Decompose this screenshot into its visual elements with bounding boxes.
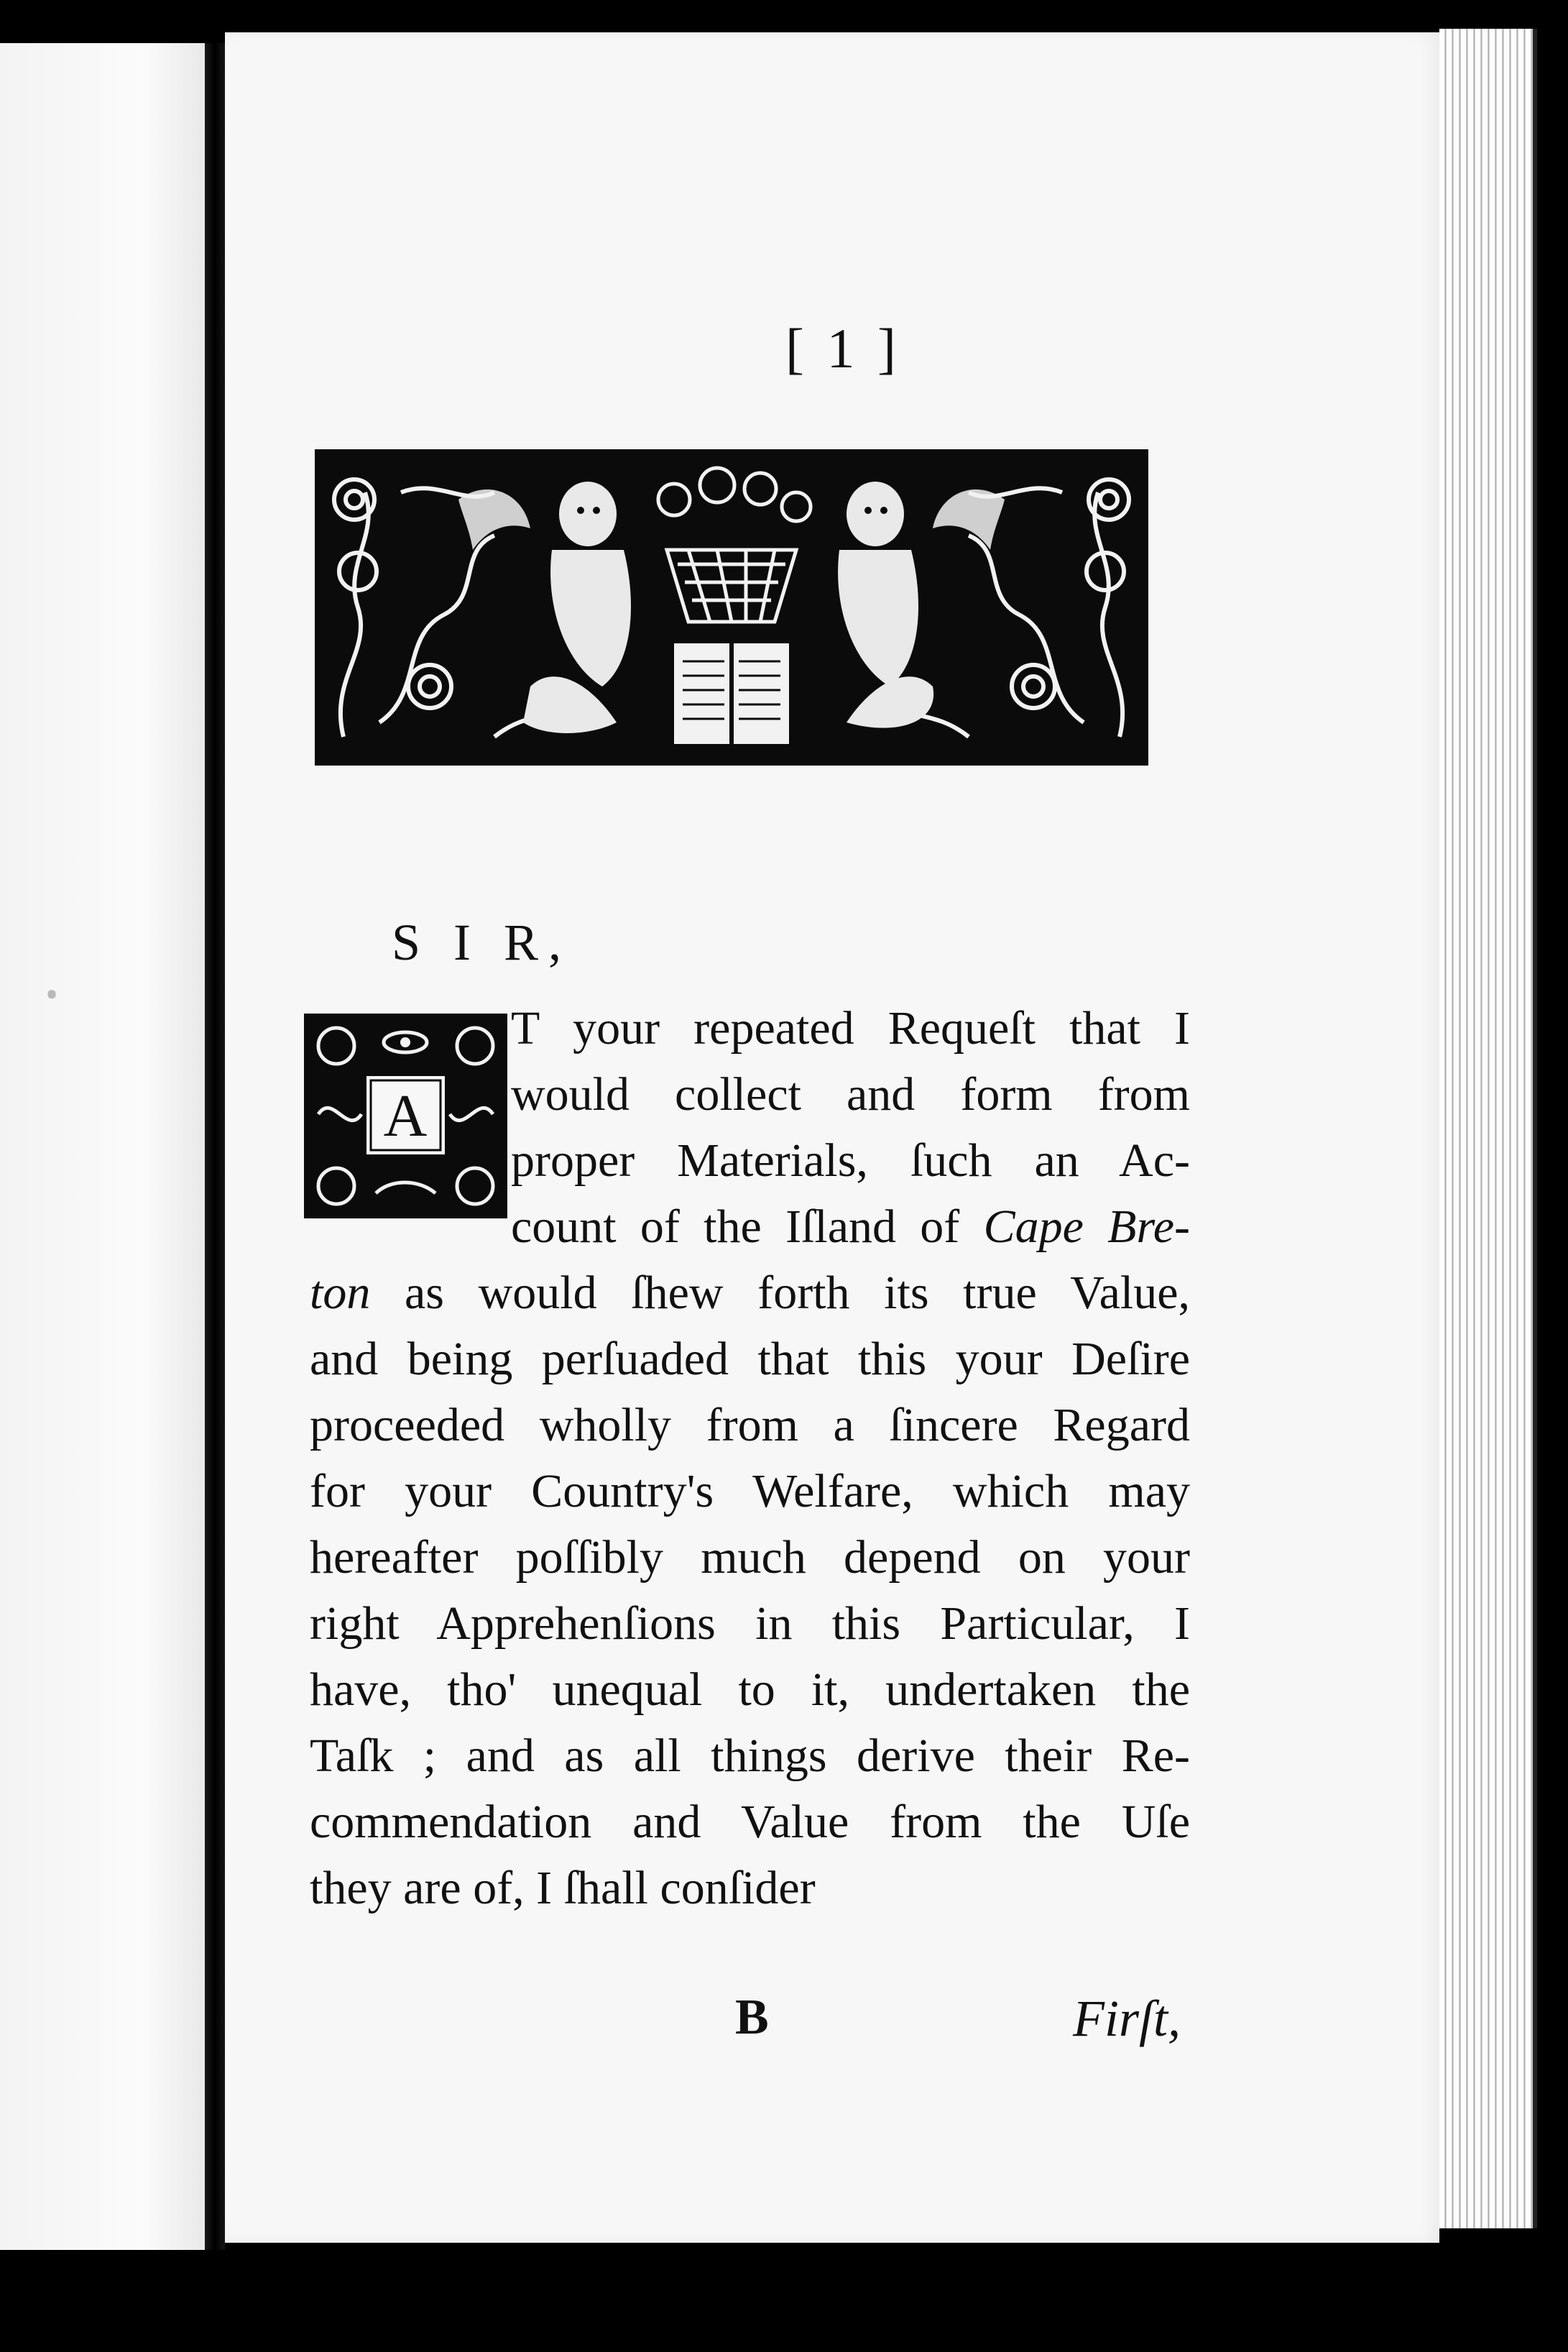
text-line-6: and being perſuaded that this your Deſire (310, 1333, 1190, 1385)
text-line-5 (310, 1260, 1190, 1326)
text-line-9: hereafter poſſibly much depend on your (310, 1531, 1190, 1584)
book-gutter (205, 43, 225, 2250)
text-line-7: proceeded wholly from a ſincere Regard (310, 1399, 1190, 1451)
text-line-3: proper Materials, ſuch an Ac- (511, 1134, 1190, 1187)
text-line-8: for your Country's Welfare, which may (310, 1465, 1190, 1517)
text-line-10: right Apprehenſions in this Particular, I (310, 1597, 1190, 1650)
facing-page-bleed-mark: ⸱ (43, 957, 61, 1033)
text-line-1: T your repeated Requeſt that I (511, 1002, 1190, 1055)
text-line-14: they are of, I ſhall conſider (310, 1862, 816, 1914)
place-name-cape-breton: Cape Bre- (983, 1200, 1190, 1253)
text-line-2: would collect and form from (511, 1068, 1190, 1121)
catchword: Firſt, (1073, 1990, 1181, 2047)
book-page (225, 32, 1439, 2243)
place-name-continued: ton (310, 1267, 371, 1319)
signature-mark: B (735, 1990, 769, 2045)
body-text (310, 996, 1190, 1921)
text-line-5-roman: as would ſhew forth its true Value, (405, 1267, 1190, 1319)
page-edges (1439, 29, 1537, 2228)
text-line-12: Taſk ; and as all things derive their Re- (310, 1729, 1190, 1782)
ornamental-headpiece (315, 449, 1148, 766)
drop-cap-letter: A (383, 1083, 428, 1149)
salutation: S I R, (392, 914, 572, 971)
text-line-4 (310, 1194, 1190, 1260)
facing-page (0, 43, 205, 2250)
text-line-13: commendation and Value from the Uſe (310, 1796, 1190, 1848)
page-number: [ 1 ] (785, 317, 900, 380)
text-line-11: have, tho' unequal to it, undertaken the (310, 1663, 1190, 1716)
text-line-4-roman: count of the Iſland of (511, 1200, 960, 1253)
